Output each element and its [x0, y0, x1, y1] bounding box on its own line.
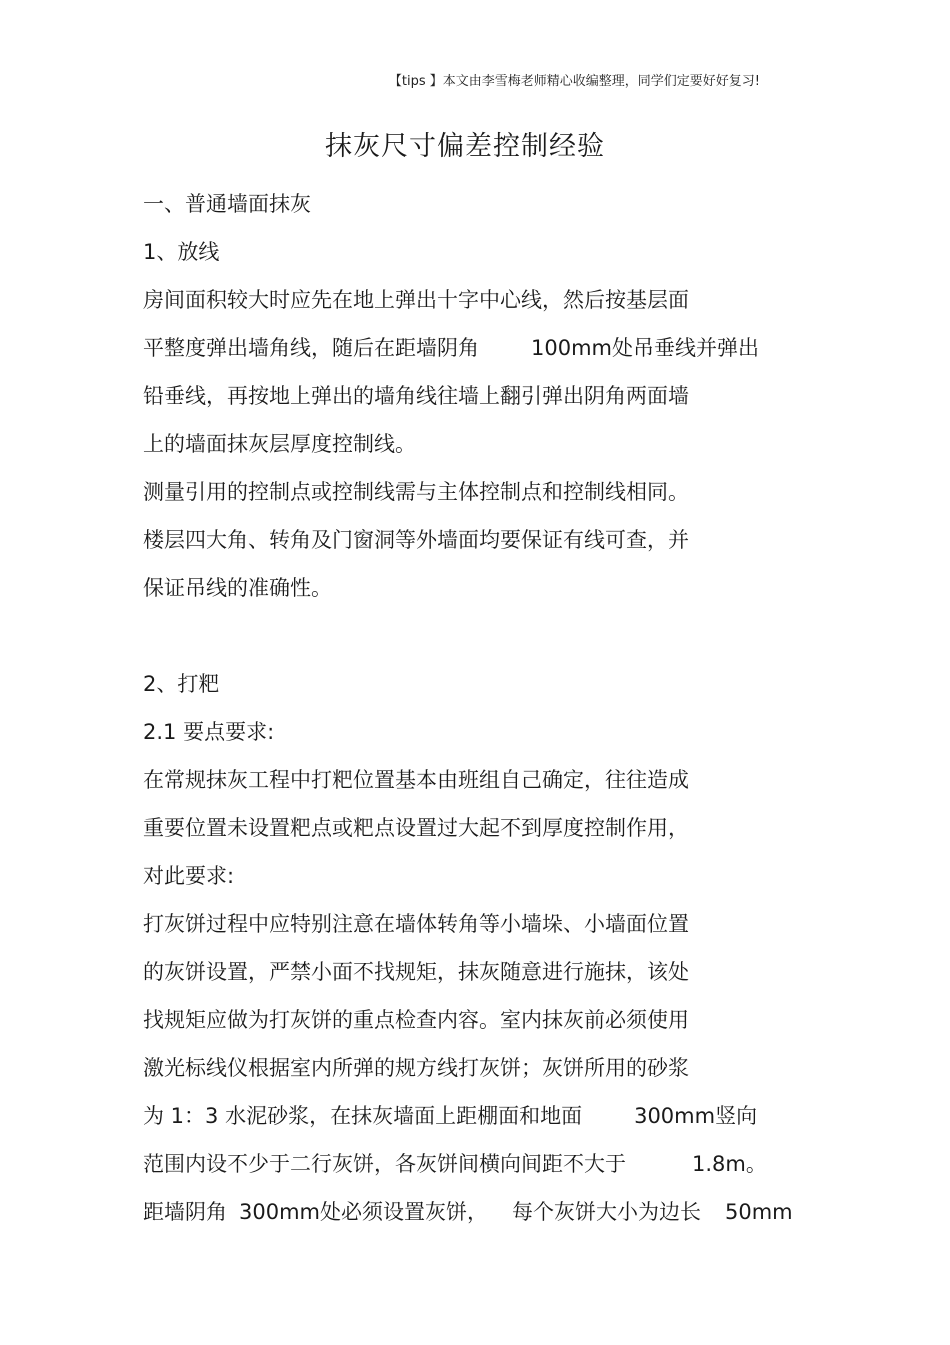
paragraph-line [143, 1092, 863, 1140]
text-segment: 为 1：3 水泥砂浆，在抹灰墙面上距棚面和地面 [143, 1104, 583, 1128]
header-tips: 【tips 】本文由李雪梅老师精心收编整理，同学们定要好好复习! [388, 74, 760, 89]
text-segment: 平整度弹出墙角线，随后在距墙阴角 [143, 336, 479, 360]
subsection-heading: 2、打粑 [143, 672, 220, 696]
paragraph-line: 房间面积较大时应先在地上弹出十字中心线，然后按基层面 [143, 288, 689, 312]
paragraph-line: 打灰饼过程中应特别注意在墙体转角等小墙垛、小墙面位置 [143, 912, 689, 936]
paragraph-line: 楼层四大角、转角及门窗洞等外墙面均要保证有线可查，并 [143, 528, 689, 552]
paragraph-line: 上的墙面抹灰层厚度控制线。 [143, 432, 416, 456]
paragraph-line: 铅垂线，再按地上弹出的墙角线往墙上翻引弹出阴角两面墙 [143, 384, 689, 408]
document-title: 抹灰尺寸偏差控制经验 [325, 131, 605, 162]
paragraph-line: 重要位置未设置粑点或粑点设置过大起不到厚度控制作用， [143, 816, 689, 840]
paragraph-line [143, 1188, 863, 1236]
paragraph-line: 保证吊线的准确性。 [143, 576, 332, 600]
paragraph-line: 的灰饼设置，严禁小面不找规矩，抹灰随意进行施抹，该处 [143, 960, 689, 984]
text-segment: 1.8m。 [692, 1152, 767, 1176]
text-segment: 300mm处必须设置灰饼， [239, 1200, 488, 1224]
text-segment: 距墙阴角 [143, 1200, 227, 1224]
paragraph-line: 对此要求: [143, 864, 235, 888]
document-body [143, 180, 863, 1236]
paragraph-line: 激光标线仪根据室内所弹的规方线打灰饼；灰饼所用的砂浆 [143, 1056, 689, 1080]
paragraph-line [143, 1140, 863, 1188]
subsection-heading: 1、放线 [143, 240, 220, 264]
paragraph-line: 在常规抹灰工程中打粑位置基本由班组自己确定，往往造成 [143, 768, 689, 792]
text-segment: 范围内设不少于二行灰饼，各灰饼间横向间距不大于 [143, 1152, 626, 1176]
subsection-heading: 2.1 要点要求: [143, 720, 275, 744]
text-segment: 每个灰饼大小为边长 [512, 1200, 701, 1224]
text-segment: 300mm竖向 [634, 1104, 758, 1128]
paragraph-line: 测量引用的控制点或控制线需与主体控制点和控制线相同。 [143, 480, 689, 504]
section-heading: 一、普通墙面抹灰 [143, 192, 311, 216]
text-segment: 50mm [725, 1200, 793, 1224]
paragraph-line: 找规矩应做为打灰饼的重点检查内容。室内抹灰前必须使用 [143, 1008, 689, 1032]
text-segment: 100mm处吊垂线并弹出 [531, 336, 759, 360]
paragraph-line [143, 324, 863, 372]
